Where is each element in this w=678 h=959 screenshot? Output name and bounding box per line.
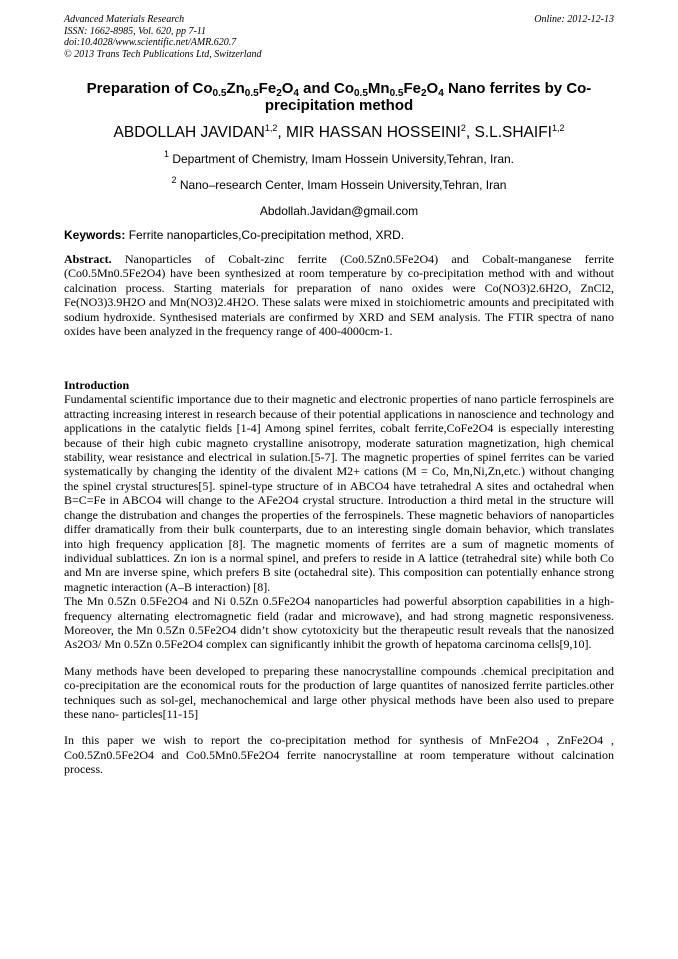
keywords xyxy=(64,228,614,242)
paper-page xyxy=(64,14,614,777)
intro-paragraph-1: Fundamental scientific importance due to their magnetic and electronic properties of nano particle ferrospinels are attracting increasing interest in research because of their potential applications in nanoscience and technology and applications in the catalytic fields [1-4] Among spinel ferrites, cobalt ferrite,CoFe2O4 is especially interesting because of their high cubic magneto crystalline anisotropy, moderate saturation magnetization, high chemical stability, wear resistance and electrical in sulation.[5-7]. The magnetic properties of spinel ferrites can be varied systematically by changing the identity of the divalent M2+ cations (M = Co, Mn,Ni,Zn,etc.) without changing the spinel crystal structures[5]. spinel-type structure of in ABCO4 have tetrahedral A sites and octahedral when B=C=Fe in ABCO4 will change to the AFe2O4 crystal structure. Introduction a third metal in the structure will change the distrubation and changes the properties of the ferrospinels. These magnetic behaviors of nanoparticles differ dramatically from their bulk counterparts, due to an interesting single domain behavior, which translates into high frequency application [8]. The magnetic moments of ferrites are a sum of magnetic moments of individual sublattices. Zn ion is a normal spinel, and prefers to reside in A lattice (tetrahedral site) while both Co and Mn are inverse spine, which prefers B site (octahedral site). This composition can potentially enhance strong magnetic interaction (A–B interaction) [8]. xyxy=(64,392,614,594)
journal-name: Advanced Materials Research xyxy=(64,14,185,25)
keywords-text: Ferrite nanoparticles,Co-precipitation method, XRD. xyxy=(125,228,405,242)
journal-doi: doi:10.4028/www.scientific.net/AMR.620.7 xyxy=(64,37,237,48)
journal-copyright: © 2013 Trans Tech Publications Ltd, Switzerland xyxy=(64,48,262,60)
abstract-text: Nanoparticles of Cobalt-zinc ferrite (Co0.5Zn0.5Fe2O4) and Cobalt-manganese ferrite (Co0.5Mn0.5Fe2O4) have been synthesized at room temperature by co-precipitation method with and without calcination process. Starting materials for preparation of nano oxides were Co(NO3)2.6H2O, ZnCl2, Fe(NO3)3.9H2O and Mn(NO3)2.4H2O. These salats were mixed in stoichiometric amounts and precipitated with sodium hydroxide. Synthesised materials are confirmed by XRD and SEM analysis. The FTIR spectra of nano oxides have been analyzed in the frequency range of 400-4000cm-1. xyxy=(64,252,614,339)
affiliation-1: $^1$ Department of Chemistry, Imam Hossein University,Tehran, Iran. xyxy=(163,149,514,166)
author-email[interactable]: Abdollah.Javidan@gmail.com xyxy=(259,204,419,218)
keywords-label: Keywords: xyxy=(64,228,126,242)
affiliation-2: $^2$ Nano–research Center, Imam Hossein University,Tehran, Iran xyxy=(171,175,507,192)
paper-title: Preparation of $Co_{0.5}Zn_{0.5}Fe_2O_4$ and $Co_{0.5}Mn_{0.5}Fe_2O_4$ Nano ferrites by Co-precipitation method xyxy=(86,80,592,114)
online-date: Online: 2012-12-13 xyxy=(534,14,614,25)
journal-header xyxy=(64,14,614,60)
journal-issn: ISSN: 1662-8985, Vol. 620, pp 7-11 xyxy=(64,25,207,37)
abstract xyxy=(64,252,614,338)
intro-paragraph-3: Many methods have been developed to preparing these nanocrystalline compounds .chemical precipitation and co-precipitation are the economical routs for the production of large quantites of nanosized ferrite particles.other techniques such as sol-gel, mechanochemical and large other physical methods have been also used to prepare these nano- particles[11-15] xyxy=(64,663,614,721)
introduction-heading: Introduction xyxy=(64,378,130,393)
intro-paragraph-4: In this paper we wish to report the co-precipitation method for synthesis of MnFe2O4 , ZnFe2O4 , Co0.5Zn0.5Fe2O4 and Co0.5Mn0.5Fe2O4 ferrite nanocrystalline at room temperature without calcination process. xyxy=(64,733,614,777)
author-list: ABDOLLAH JAVIDAN$^{1,2}$, MIR HASSAN HOSSEINI$^2$, S.L.SHAIFI$^{1,2}$ xyxy=(113,123,565,141)
abstract-label: Abstract. xyxy=(64,252,112,266)
intro-paragraph-2: The Mn 0.5Zn 0.5Fe2O4 and Ni 0.5Zn 0.5Fe2O4 nanoparticles had powerful absorption capabilities in a high-frequency alternating electromagnetic field (radar and microwave), and had strong magnetic responsiveness. Moreover, the Mn 0.5Zn 0.5Fe2O4 didn’t show cytotoxicity but the therapeutic result reveals that the nanosized As2O3/ Mn 0.5Zn 0.5Fe2O4 complex can significantly inhibit the growth of hepatoma carcinoma cells[9,10]. xyxy=(64,594,614,652)
